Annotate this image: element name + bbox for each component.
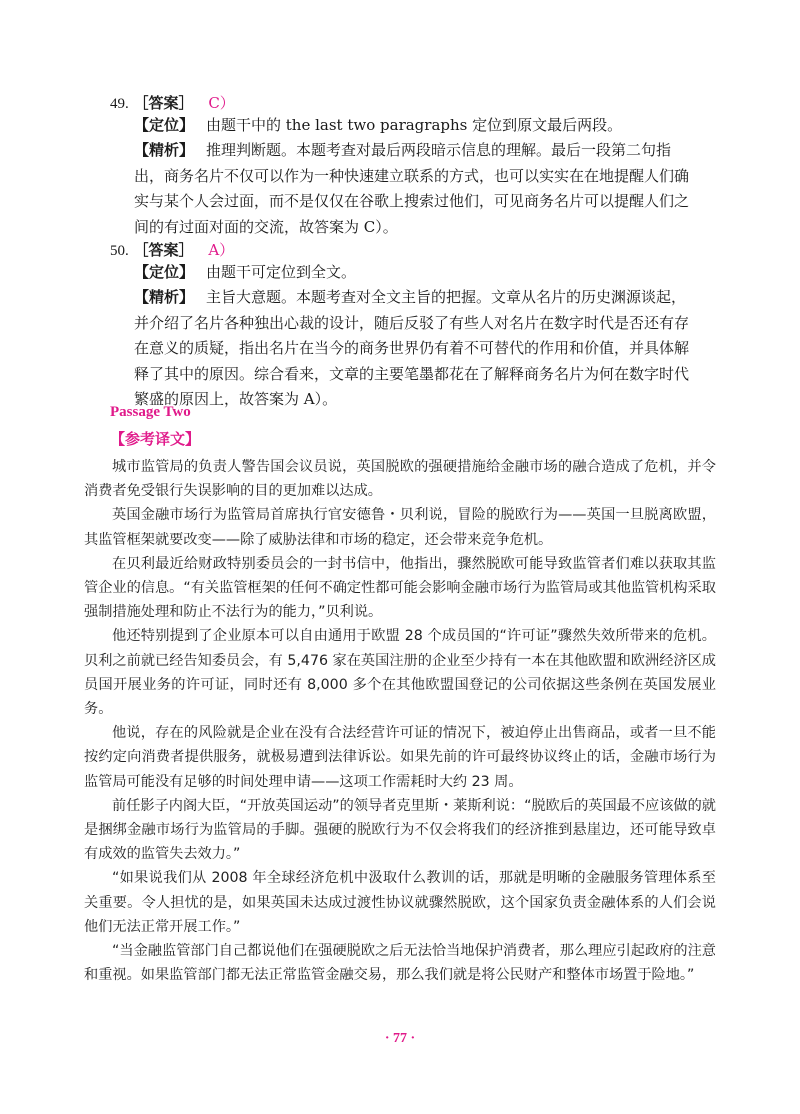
translation-paragraph: 他说，存在的风险就是企业在没有合法经营许可证的情况下，被迫停止出售商品，或者一旦不能按约定向消费者提供服务，就极易遭到法律诉讼。如果先前的许可最终协议终止的话，金融市场行为监管局可能没有足够的时间处理申请——这项工作需耗时大约 23 周。 (84, 725, 716, 790)
answer-choice: C） (208, 94, 235, 112)
answer-choice: A） (208, 241, 235, 259)
answer-label: ［答案］ (133, 94, 194, 112)
locate-section-49 (134, 113, 700, 139)
locate-text: 由题干可定位到全文。 (206, 263, 357, 281)
translation-paragraph: 他还特别提到了企业原本可以自由通用于欧盟 28 个成员国的“许可证”骤然失效所带来的危机。贝利之前就已经告知委员会，有 5,476 家在英国注册的企业至少持有一本在其他欧盟和欧洲经济区成员国开展业务的许可证，同时还有 8,000 多个在其他欧盟国登记的公司依据这些条例在英国发展业务。 (84, 628, 716, 718)
question-number: 50. (110, 243, 129, 259)
locate-label: 【定位】 (134, 263, 195, 281)
locate-label: 【定位】 (134, 116, 195, 134)
translation-paragraph: 英国金融市场行为监管局首席执行官安德鲁・贝利说，冒险的脱欧行为——英国一旦脱离欧盟，其监管框架就要改变——除了威胁法律和市场的稳定，还会带来竞争危机。 (84, 507, 716, 548)
analysis-section-49 (134, 138, 700, 240)
answer-row-49 (110, 92, 235, 115)
reference-translation-label: 【参考译文】 (110, 430, 201, 448)
locate-text: 由题干中的 the last two paragraphs 定位到原文最后两段。 (206, 116, 623, 134)
answer-row-50 (110, 239, 234, 262)
analysis-label: 【精析】 (134, 288, 195, 306)
translation-paragraph: 城市监管局的负责人警告国会议员说，英国脱欧的强硬措施给金融市场的融合造成了危机，并令消费者免受银行失误影响的目的更加难以达成。 (84, 459, 716, 500)
passage-title: Passage Two (110, 404, 191, 420)
translation-body (84, 455, 716, 987)
translation-paragraph: 在贝利最近给财政特别委员会的一封书信中，他指出，骤然脱欧可能导致监管者们难以获取其监管企业的信息。“有关监管框架的任何不确定性都可能会影响金融市场行为监管局或其他监管机构采取强制措施处理和防止不法行为的能力，”贝利说。 (84, 555, 716, 621)
locate-section-50 (134, 260, 700, 286)
question-number: 49. (110, 96, 129, 112)
translation-paragraph: “当金融监管部门自己都说他们在强硬脱欧之后无法恰当地保护消费者，那么理应引起政府的注意和重视。如果监管部门都无法正常监管金融交易，那么我们就是将公民财产和整体市场置于险地。” (84, 943, 716, 984)
translation-paragraph: 前任影子内阁大臣，“开放英国运动”的领导者克里斯・莱斯利说：“脱欧后的英国最不应该做的就是捆绑金融市场行为监管局的手脚。强硬的脱欧行为不仅会将我们的经济推到悬崖边，还可能导致卓有成效的监管失去效力。” (84, 797, 716, 863)
answer-label: ［答案］ (133, 241, 194, 259)
analysis-label: 【精析】 (134, 141, 195, 159)
analysis-text: 主旨大意题。本题考查对全文主旨的把握。文章从名片的历史渊源谈起，并介绍了名片各种独出心裁的设计，随后反驳了有些人对名片在数字时代是否还有存在意义的质疑，指出名片在当今的商务世界仍有着不可替代的作用和价值，并具体解释了其中的原因。综合看来，文章的主要笔墨都花在了解释商务名片为何在数字时代繁盛的原因上，故答案为 A）。 (134, 288, 690, 408)
analysis-text: 推理判断题。本题考查对最后两段暗示信息的理解。最后一段第二句指出，商务名片不仅可以作为一种快速建立联系的方式，也可以实实在在地提醒人们确实与某个人会过面，而不是仅仅在谷歌上搜索过他们，可见商务名片可以提醒人们之间的有过面对面的交流，故答案为 C）。 (134, 141, 690, 236)
page-number: · 77 · (384, 1031, 416, 1046)
translation-paragraph: “如果说我们从 2008 年全球经济危机中汲取什么教训的话，那就是明晰的金融服务管理体系至关重要。令人担忧的是，如果英国未达成过渡性协议就骤然脱欧，这个国家负责金融体系的人们会说他们无法正常开展工作。” (84, 870, 716, 935)
analysis-section-50 (134, 285, 700, 413)
